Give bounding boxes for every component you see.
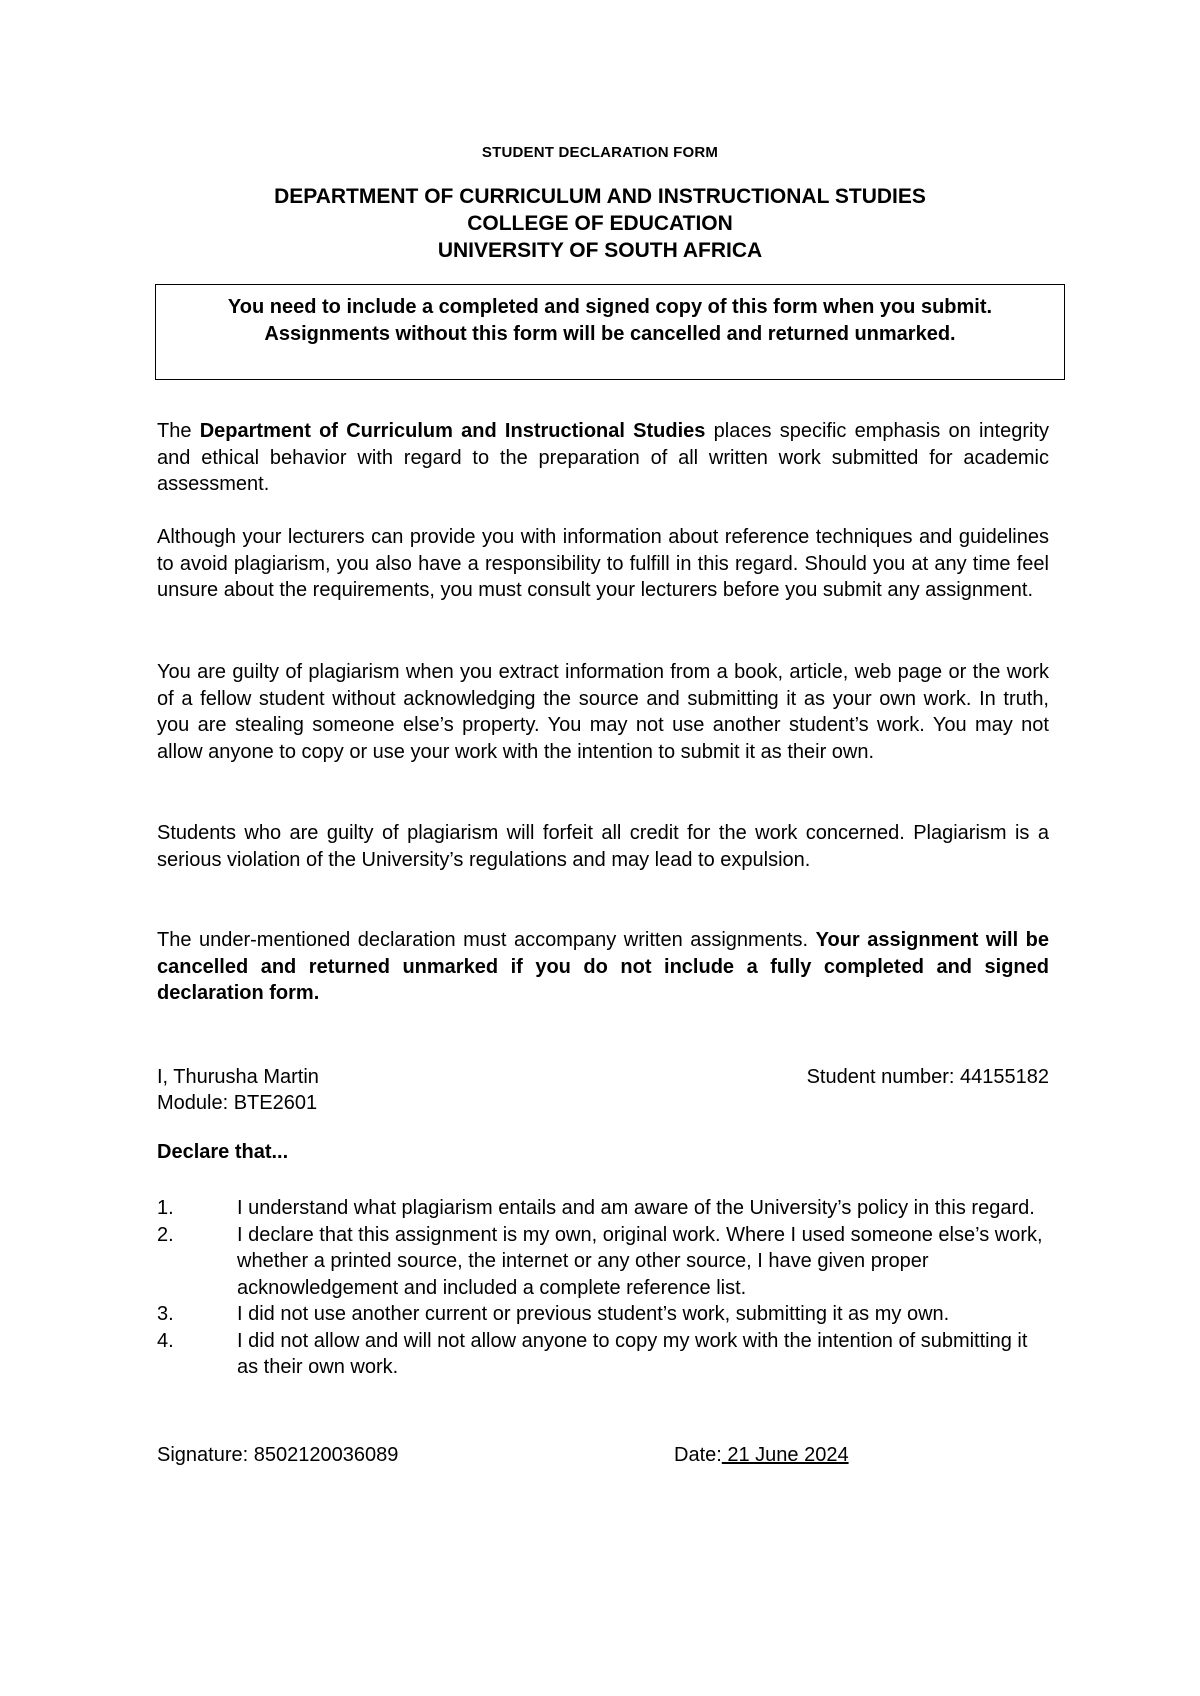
declaration-item (157, 1328, 1049, 1381)
declaration-text: I declare that this assignment is my own, original work. Where I used someone else’s work, whether a printed source, the internet or any other source, I have given proper acknowledgement and included a complete reference list. (237, 1223, 1043, 1299)
paragraph-lecturers: Although your lecturers can provide you with information about reference techniques and guidelines to avoid plagiarism, you also have a responsibility to fulfill in this regard. Should you at any time feel unsure about the requirements, you must consult your lecturers before you submit any assignment. (157, 526, 1049, 601)
declaration-item (157, 1222, 1049, 1302)
declaration-item (157, 1195, 1049, 1222)
department-emphasis: Department of Curriculum and Instructional Studies (199, 420, 706, 442)
paragraph-integrity (157, 418, 1049, 498)
declaration-text: I did not use another current or previous student’s work, submitting it as my own. (237, 1303, 950, 1325)
submission-notice-box (155, 284, 1065, 380)
student-number: Student number: 44155182 (806, 1066, 1049, 1088)
paragraph-requirement (157, 927, 1049, 1007)
paragraph-integrity-prefix: The (157, 420, 200, 442)
department-name: DEPARTMENT OF CURRICULUM AND INSTRUCTIONAL STUDIES (274, 185, 926, 208)
paragraph-integrity-rest: places specific emphasis on integrity and ethical behavior with regard to the preparation of all written work submitted for academic assessment. (157, 420, 1050, 495)
declare-heading: Declare that... (157, 1141, 289, 1163)
module-row (157, 1090, 1049, 1116)
department-header (0, 183, 1200, 264)
paragraph-requirement-normal: The under-mentioned declaration must accompany written assignments. (157, 929, 816, 951)
declaration-list (157, 1195, 1049, 1381)
date-label: Date: (674, 1444, 722, 1466)
form-title: STUDENT DECLARATION FORM (481, 144, 719, 161)
paragraph-plagiarism-definition: You are guilty of plagiarism when you extract information from a book, article, web page or the work of a fellow student without acknowledging the source and submitting it as your own work. In truth, you are stealing someone else’s property. You may not use another student’s work. You may not allow anyone to copy or use your work with the intention to submit it as their own. (157, 661, 1049, 763)
declaration-text: I did not allow and will not allow anyone to copy my work with the intention of submitting it as their own work. (237, 1329, 1028, 1378)
declaration-text: I understand what plagiarism entails and am aware of the University’s policy in this regard. (237, 1197, 1035, 1219)
paragraph-consequences: Students who are guilty of plagiarism will forfeit all credit for the work concerned. Plagiarism is a serious violation of the University’s regulations and may lead to expulsion. (157, 822, 1049, 871)
declaration-item (157, 1301, 1049, 1328)
submission-notice-text: You need to include a completed and signed copy of this form when you submit. Assignments without this form will be cancelled and returned unmarked. (227, 296, 993, 345)
college-name: COLLEGE OF EDUCATION (467, 212, 733, 235)
declaration-number: 4. (157, 1329, 174, 1352)
student-identity-row (157, 1064, 1049, 1090)
date-field (674, 1442, 849, 1468)
declaration-number: 2. (157, 1223, 174, 1246)
date-value: 21 June 2024 (721, 1444, 849, 1466)
declaration-number: 1. (157, 1197, 174, 1219)
university-name: UNIVERSITY OF SOUTH AFRICA (437, 239, 763, 262)
paragraph-requirement-warning: Your assignment will be cancelled and returned unmarked if you do not include a fully completed and signed declaration form. (157, 929, 1050, 1004)
student-name: I, Thurusha Martin (157, 1066, 319, 1088)
signature-field: Signature: 8502120036089 (157, 1444, 399, 1466)
signature-row (157, 1442, 1049, 1468)
declaration-number: 3. (157, 1303, 174, 1325)
module-code: Module: BTE2601 (157, 1092, 318, 1114)
